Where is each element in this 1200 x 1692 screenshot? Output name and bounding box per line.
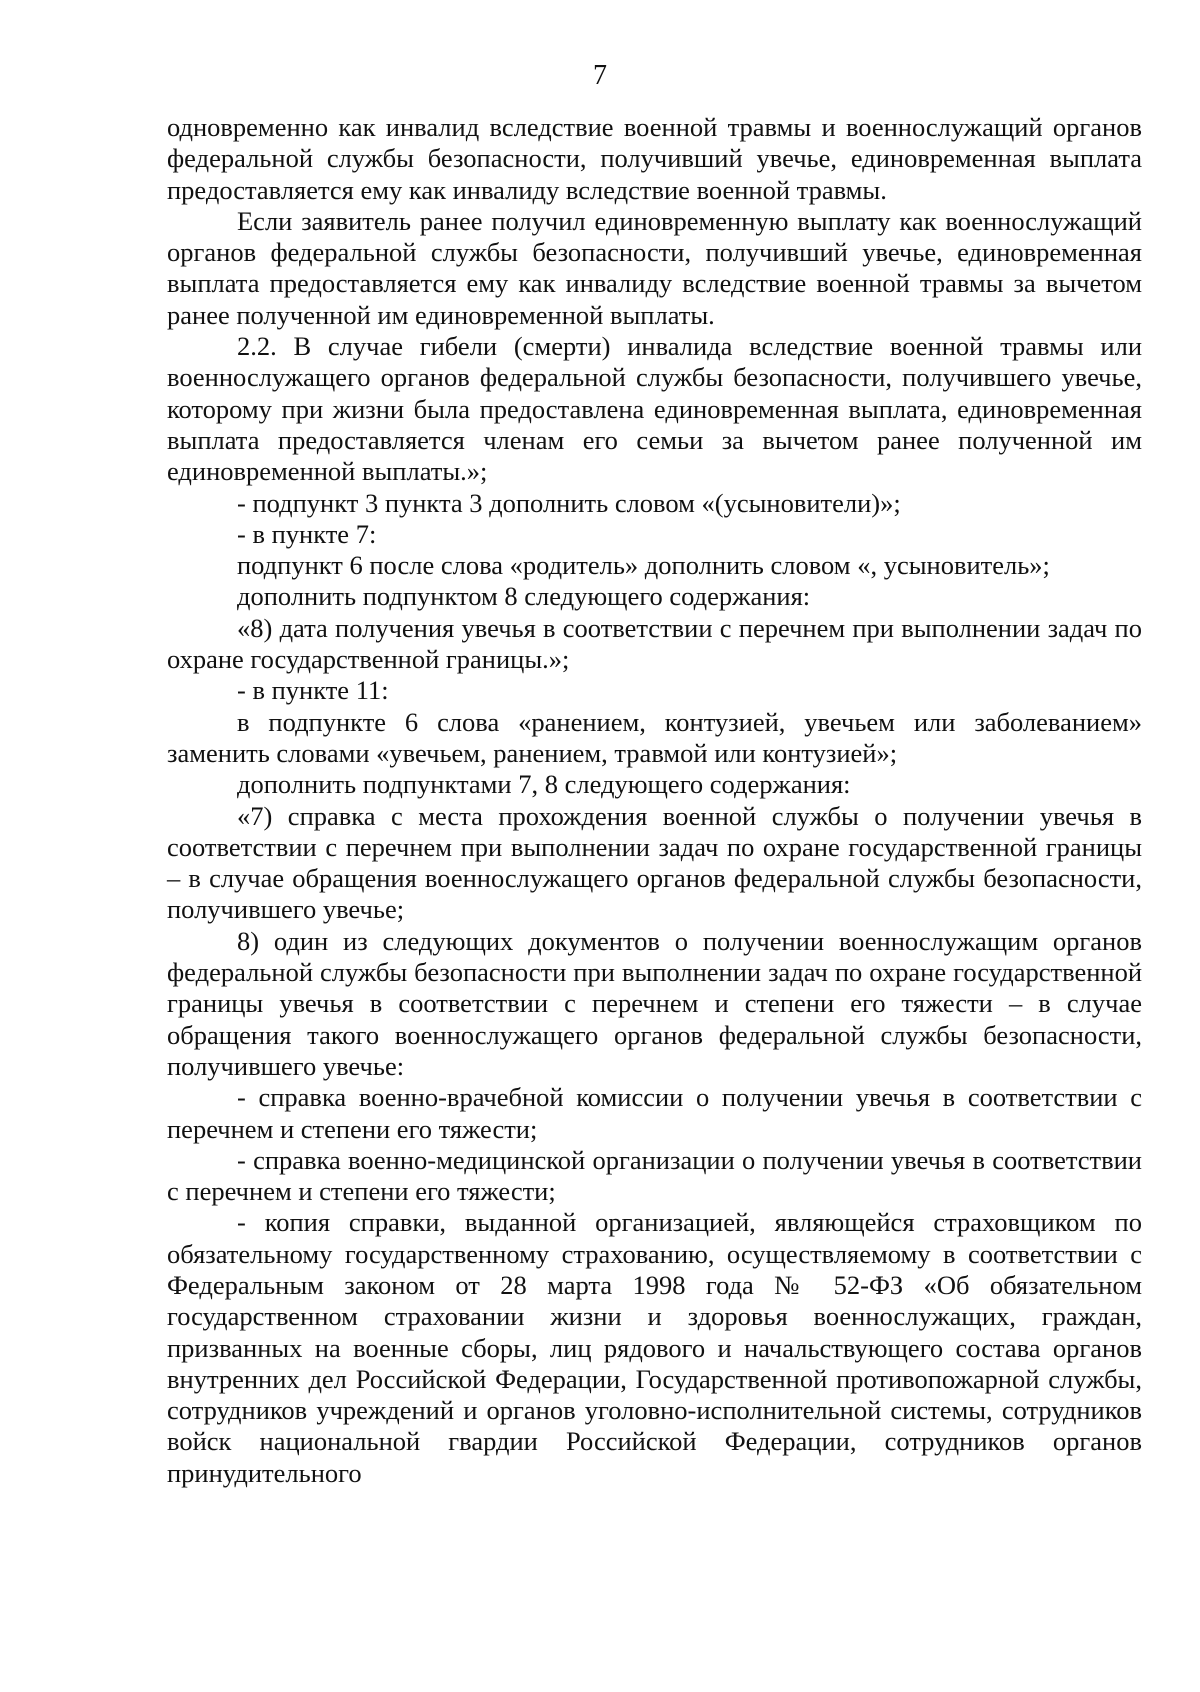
paragraph: Если заявитель ранее получил единовременную выплату как военнослужащий органов федеральной службы безопасности, получивший увечье, единовременная выплата предоставляется ему как инвалиду вследствие военной травмы за вычетом ранее полученной им единовременной выплаты.	[167, 205, 1142, 330]
paragraph: - в пункте 11:	[237, 675, 389, 706]
paragraph: одновременно как инвалид вследствие военной травмы и военнослужащий органов федеральной службы безопасности, получивший увечье, единовременная выплата предоставляется ему как инвалиду вследствие военной травмы.	[167, 112, 1142, 205]
paragraph: - справка военно-врачебной комиссии о получении увечья в соответствии с перечнем и степени его тяжести;	[167, 1082, 1142, 1144]
paragraph: дополнить подпунктом 8 следующего содержания:	[237, 581, 811, 612]
paragraph: - копия справки, выданной организацией, являющейся страховщиком по обязательному государственному страхованию, осуществляемому в соответствии с Федеральным законом от 28 марта 1998 года № 52-ФЗ «Об обязательном государственном страховании жизни и здоровья военнослужащих, граждан, призванных на военные сборы, лиц рядового и начальствующего состава органов внутренних дел Российской Федерации, Государственной противопожарной службы, сотрудников учреждений и органов уголовно-исполнительной системы, сотрудников войск национальной гвардии Российской Федерации, сотрудников органов принудительного	[167, 1207, 1142, 1488]
paragraph: - в пункте 7:	[237, 518, 377, 549]
document-body	[167, 112, 1142, 1489]
page-number: 7	[593, 60, 607, 91]
paragraph: - справка военно-медицинской организации о получении увечья в соответствии с перечнем и степени его тяжести;	[167, 1144, 1142, 1207]
paragraph: «8) дата получения увечья в соответствии с перечнем при выполнении задач по охране государственной границы.»;	[167, 612, 1142, 675]
paragraph: 2.2. В случае гибели (смерти) инвалида вследствие военной травмы или военнослужащего органов федеральной службы безопасности, получившего увечье, которому при жизни была предоставлена единовременная выплата, единовременная выплата предоставляется членам его семьи за вычетом ранее полученной им единовременной выплаты.»;	[167, 331, 1142, 487]
paragraph: «7) справка с места прохождения военной службы о получении увечья в соответствии с перечнем при выполнении задач по охране государственной границы – в случае обращения военнослужащего органов федеральной службы безопасности, получившего увечье;	[167, 800, 1142, 925]
paragraph: - подпункт 3 пункта 3 дополнить словом «(усыновители)»;	[237, 487, 901, 518]
paragraph: в подпункте 6 слова «ранением, контузией, увечьем или заболеванием» заменить словами «увечьем, ранением, травмой или контузией»;	[167, 706, 1142, 768]
paragraph: дополнить подпунктами 7, 8 следующего содержания:	[237, 769, 851, 800]
paragraph: подпункт 6 после слова «родитель» дополнить словом «, усыновитель»;	[237, 550, 1050, 581]
paragraph: 8) один из следующих документов о получении военнослужащим органов федеральной службы безопасности при выполнении задач по охране государственной границы увечья в соответствии с перечнем и степени его тяжести – в случае обращения такого военнослужащего органов федеральной службы безопасности, получившего увечье:	[167, 925, 1142, 1081]
